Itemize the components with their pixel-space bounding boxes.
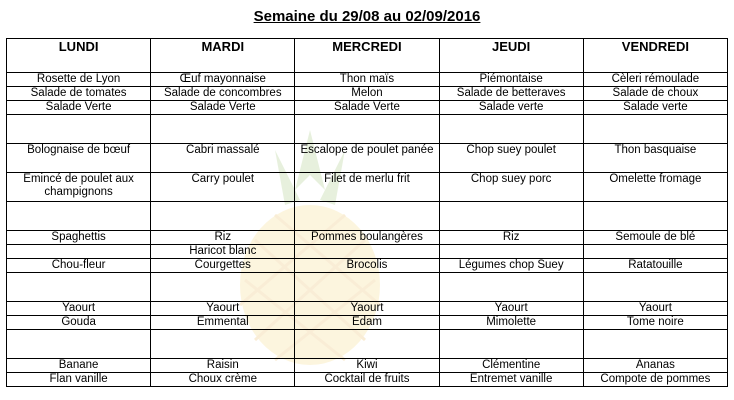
- menu-cell: Carry poulet: [151, 173, 295, 202]
- table-row: [7, 202, 728, 231]
- table-row: [7, 87, 728, 101]
- menu-cell: Salade Verte: [151, 101, 295, 115]
- table-row: [7, 259, 728, 273]
- menu-cell: Chop suey poulet: [439, 144, 583, 173]
- day-header-lundi: LUNDI: [7, 39, 151, 73]
- day-header-jeudi: JEUDI: [439, 39, 583, 73]
- menu-cell: Brocolis: [295, 259, 439, 273]
- table-row: [7, 73, 728, 87]
- menu-cell: Entremet vanille: [439, 373, 583, 387]
- menu-cell: Rosette de Lyon: [7, 73, 151, 87]
- menu-cell: [295, 202, 439, 231]
- menu-cell: Escalope de poulet panée: [295, 144, 439, 173]
- day-header-mardi: MARDI: [151, 39, 295, 73]
- table-row: [7, 330, 728, 359]
- menu-cell: Tome noire: [583, 316, 727, 330]
- menu-cell: Omelette fromage: [583, 173, 727, 202]
- menu-cell: Riz: [439, 231, 583, 245]
- menu-cell: Yaourt: [151, 302, 295, 316]
- menu-cell: Banane: [7, 359, 151, 373]
- menu-cell: Thon basquaise: [583, 144, 727, 173]
- menu-cell: Pommes boulangères: [295, 231, 439, 245]
- menu-cell: Raisin: [151, 359, 295, 373]
- menu-cell: Melon: [295, 87, 439, 101]
- menu-cell: Salade Verte: [7, 101, 151, 115]
- menu-cell: Choux crème: [151, 373, 295, 387]
- menu-cell: [7, 245, 151, 259]
- page-title: Semaine du 29/08 au 02/09/2016: [253, 8, 481, 25]
- menu-cell: Spaghettis: [7, 231, 151, 245]
- menu-cell: Salade de concombres: [151, 87, 295, 101]
- menu-cell: Emmental: [151, 316, 295, 330]
- menu-cell: Chou-fleur: [7, 259, 151, 273]
- table-row: [7, 144, 728, 173]
- menu-cell: [295, 273, 439, 302]
- day-header-mercredi: MERCREDI: [295, 39, 439, 73]
- table-row: [7, 273, 728, 302]
- menu-cell: Œuf mayonnaise: [151, 73, 295, 87]
- menu-cell: [7, 115, 151, 144]
- menu-cell: [439, 115, 583, 144]
- menu-cell: Salade de betteraves: [439, 87, 583, 101]
- menu-cell: Courgettes: [151, 259, 295, 273]
- day-header-vendredi: VENDREDI: [583, 39, 727, 73]
- table-row: [7, 231, 728, 245]
- menu-cell: Bolognaise de bœuf: [7, 144, 151, 173]
- menu-cell: Clémentine: [439, 359, 583, 373]
- menu-cell: [439, 330, 583, 359]
- menu-cell: Gouda: [7, 316, 151, 330]
- menu-cell: Edam: [295, 316, 439, 330]
- menu-cell: Thon maïs: [295, 73, 439, 87]
- menu-cell: [439, 273, 583, 302]
- table-row: [7, 101, 728, 115]
- table-row: [7, 302, 728, 316]
- menu-cell: Mimolette: [439, 316, 583, 330]
- menu-cell: [295, 115, 439, 144]
- menu-cell: [151, 115, 295, 144]
- menu-cell: Compote de pommes: [583, 373, 727, 387]
- menu-cell: [7, 273, 151, 302]
- menu-cell: Ananas: [583, 359, 727, 373]
- menu-cell: Flan vanille: [7, 373, 151, 387]
- menu-cell: Piémontaise: [439, 73, 583, 87]
- table-row: [7, 173, 728, 202]
- menu-cell: Salade verte: [439, 101, 583, 115]
- table-row: [7, 115, 728, 144]
- menu-cell: Riz: [151, 231, 295, 245]
- menu-cell: Cabri massalé: [151, 144, 295, 173]
- menu-cell: Salade de choux: [583, 87, 727, 101]
- menu-cell: Semoule de blé: [583, 231, 727, 245]
- menu-cell: Chop suey porc: [439, 173, 583, 202]
- table-row: [7, 245, 728, 259]
- menu-table: [6, 38, 728, 387]
- menu-cell: Filet de merlu frit: [295, 173, 439, 202]
- day-header-row: [7, 39, 728, 73]
- menu-cell: Salade de tomates: [7, 87, 151, 101]
- table-row: [7, 373, 728, 387]
- menu-cell: [439, 202, 583, 231]
- menu-cell: Yaourt: [7, 302, 151, 316]
- menu-cell: Yaourt: [439, 302, 583, 316]
- menu-cell: Ratatouille: [583, 259, 727, 273]
- table-row: [7, 359, 728, 373]
- menu-cell: [583, 115, 727, 144]
- menu-cell: [7, 330, 151, 359]
- menu-cell: Haricot blanc: [151, 245, 295, 259]
- menu-cell: Cocktail de fruits: [295, 373, 439, 387]
- menu-cell: Yaourt: [583, 302, 727, 316]
- menu-cell: Cèleri rémoulade: [583, 73, 727, 87]
- menu-cell: [151, 273, 295, 302]
- table-row: [7, 316, 728, 330]
- menu-cell: [439, 245, 583, 259]
- menu-cell: Salade Verte: [295, 101, 439, 115]
- menu-cell: [151, 330, 295, 359]
- menu-cell: Salade verte: [583, 101, 727, 115]
- menu-cell: [583, 330, 727, 359]
- menu-cell: Kiwi: [295, 359, 439, 373]
- menu-cell: [583, 202, 727, 231]
- menu-cell: Légumes chop Suey: [439, 259, 583, 273]
- menu-cell: [151, 202, 295, 231]
- menu-cell: [583, 245, 727, 259]
- menu-cell: Emincé de poulet aux champignons: [7, 173, 151, 202]
- menu-cell: [7, 202, 151, 231]
- menu-cell: [295, 330, 439, 359]
- menu-cell: [583, 273, 727, 302]
- menu-cell: Yaourt: [295, 302, 439, 316]
- menu-cell: [295, 245, 439, 259]
